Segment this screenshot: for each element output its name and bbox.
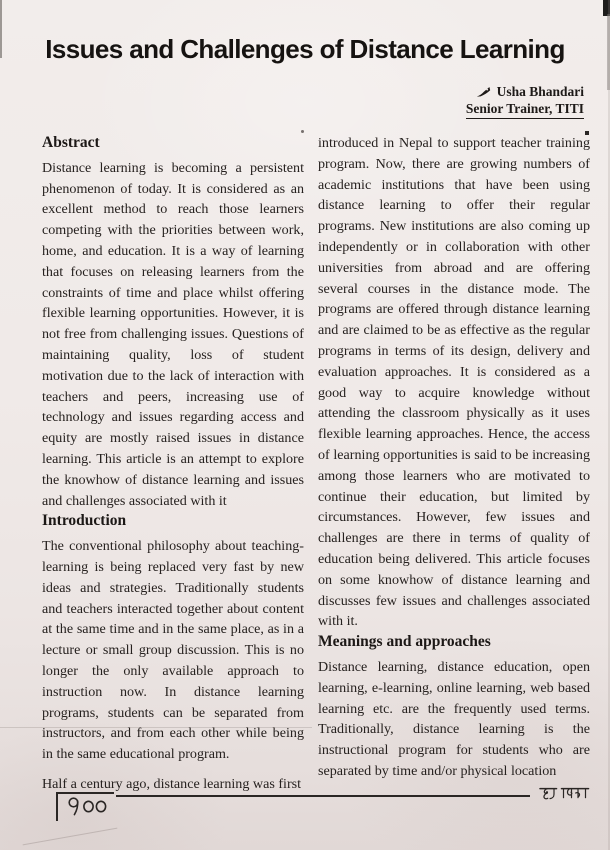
paper-crease-line [23,828,118,846]
author-name-line [466,84,584,100]
footer-rule [116,795,530,797]
author-name: Usha Bhandari [496,84,584,99]
introduction-heading: Introduction [42,512,127,530]
continuation-text: introduced in Nepal to support teacher training program. Now, there are growing numbers of academic institutions that have been using distance learning to offer their regular programs. New institutions are also coming up independently or in collaboration with other universities from abroad and are offering several courses in the distance mode. The programs are offered through distance learning and are claimed to be as effective as the regular programs in terms of its design, delivery and evaluation approaches. It is considered as a good way to acquire knowledge without attending the classroom physically as it uses flexible learning approaches. Hence, the access of learning opportunities is said to be increasing among those learners who are motivated to continue their education, but limited by circumstances. However, few issues and challenges are there in terms of quality of education being delivered. This article focuses on some knowhow of distance learning and discusses few issues and challenges associated with it. [318,135,590,630]
pen-nib-icon [476,86,491,98]
abstract-heading: Abstract [42,134,100,151]
abstract-text: Distance learning is becoming a persistent phenomenon of today. It is considered as an excellent method to reach those learners competing with the priorities between work, home, and education. It is a way of learning that focuses on releasing learners from the constraints of time and place whilst offering flexible learning opportunities. However, it is not free from challenging issues. Questions of maintaining quality, loss of student motivation due to the lack of interaction with teachers and peers, increasing use of technology and issues regarding access and equity are mostly raised issues in distance learning. This article is an attempt to explore the knowhow of distance learning and issues and challenges associated with it [42,159,304,509]
left-column [42,133,304,795]
page-title: Issues and Challenges of Distance Learning [45,34,565,64]
introduction-text: The conventional philosophy about teaching-learning is being replaced very fast by new ideas and strategies. Traditionally students and teachers interacted together about content at the same time and in the same place, as in a lecture or small group discussion. This is no longer the only available approach to instruction now. In distance learning programs, students can be separated from instructors, and from each other while being in the same educational program. [42,538,304,763]
introduction-text-continued: Half a century ago, distance learning was first [42,775,302,792]
meanings-heading: Meanings and approaches [318,633,491,651]
meanings-text: Distance learning, distance education, open learning, e-learning, online learning, web based learning etc. are the frequently used terms. Traditionally, distance learning is the instructional program for students who are separated by time and/or physical location [318,658,590,779]
right-column [318,133,590,795]
author-role: Senior Trainer, TITI [466,101,584,119]
article-body [42,133,590,795]
page-number-bracket [56,792,114,821]
journal-name-devanagari [538,786,590,803]
page-number-devanagari [66,796,108,817]
author-block [466,84,584,119]
